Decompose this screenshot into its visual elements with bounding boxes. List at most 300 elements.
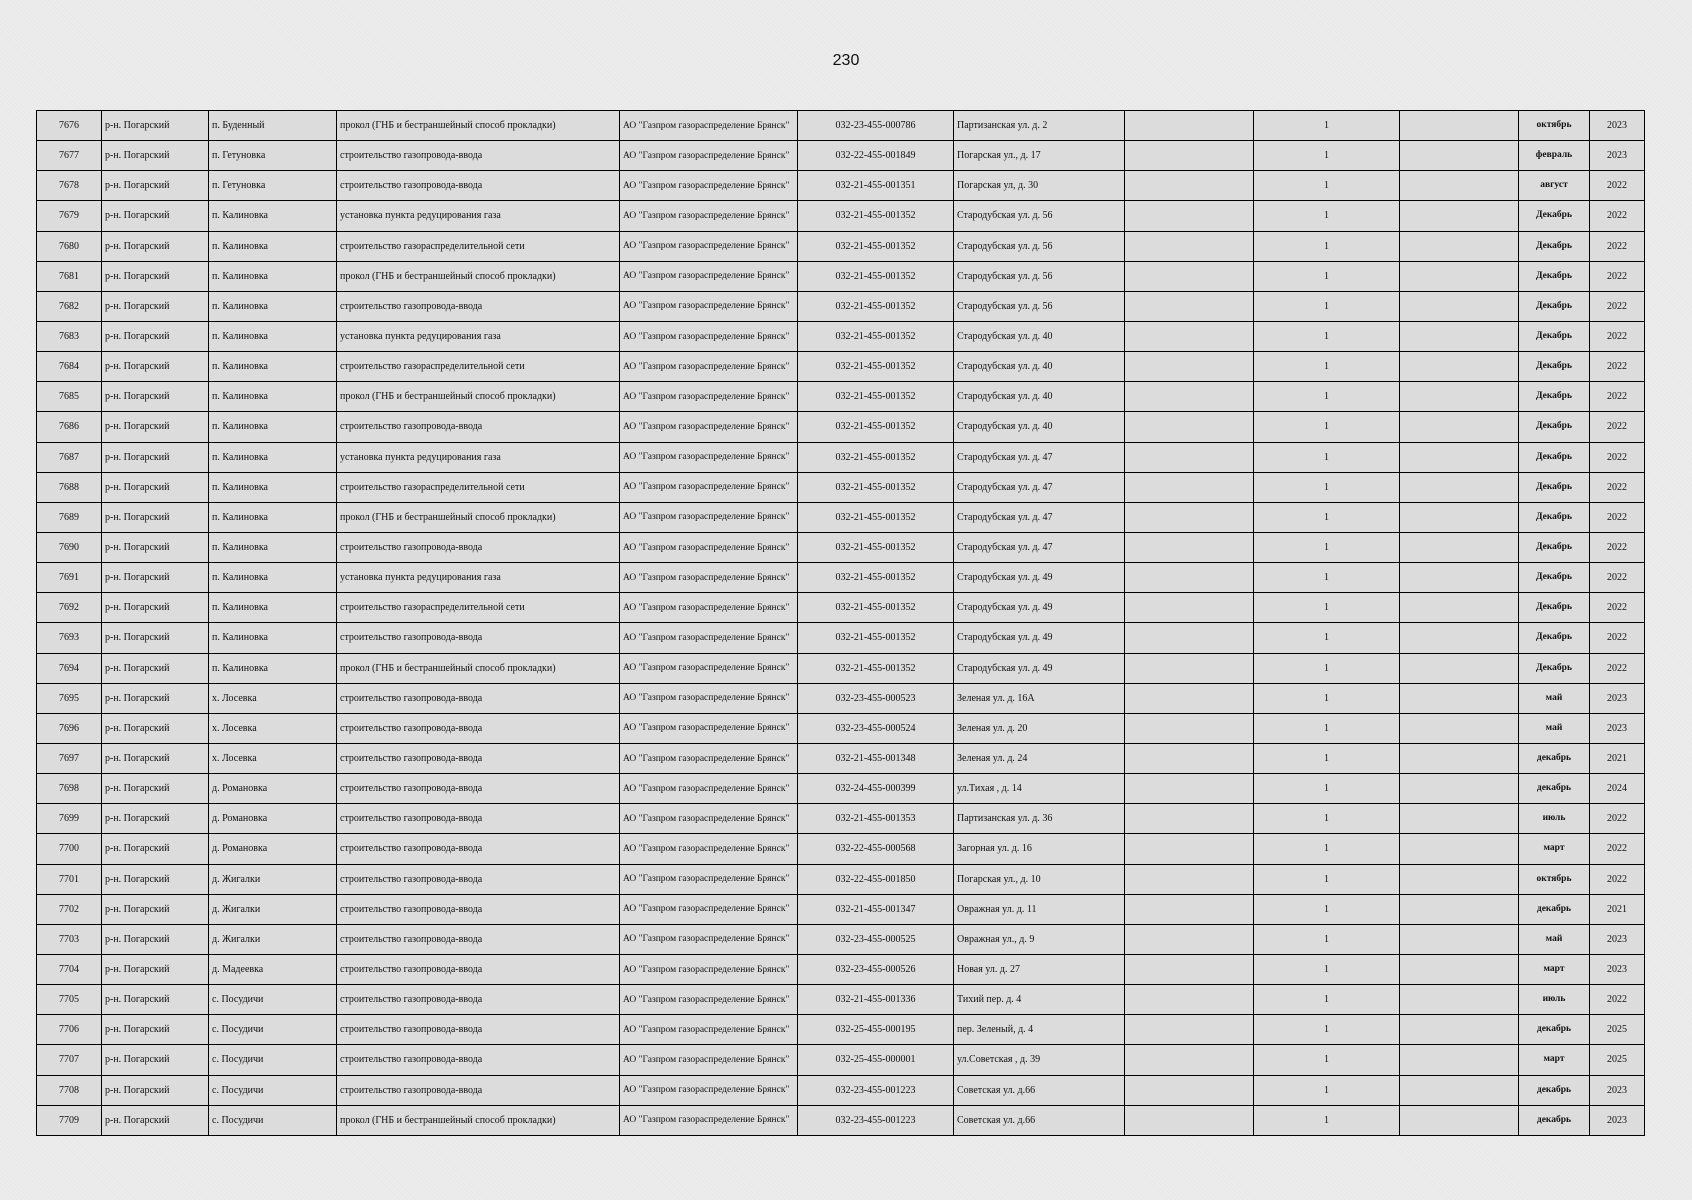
blank-cell: [1400, 623, 1519, 653]
blank-cell: [1400, 924, 1519, 954]
address-cell: Стародубская ул. д. 56: [954, 291, 1125, 321]
year-cell: 2025: [1590, 1015, 1645, 1045]
address-cell: Стародубская ул. д. 47: [954, 502, 1125, 532]
district-cell: р-н. Погарский: [102, 623, 209, 653]
row-number: 7682: [37, 291, 102, 321]
blank-cell: [1125, 442, 1254, 472]
month-cell: декабрь: [1519, 1015, 1590, 1045]
district-cell: р-н. Погарский: [102, 683, 209, 713]
locality-cell: п. Калиновка: [209, 502, 337, 532]
blank-cell: [1125, 563, 1254, 593]
blank-cell: [1400, 201, 1519, 231]
locality-cell: п. Калиновка: [209, 442, 337, 472]
month-cell: Декабрь: [1519, 291, 1590, 321]
quantity-cell: 1: [1254, 804, 1400, 834]
table-row: [37, 291, 1645, 321]
table-row: [37, 593, 1645, 623]
row-number: 7681: [37, 261, 102, 291]
month-cell: Декабрь: [1519, 352, 1590, 382]
locality-cell: п. Калиновка: [209, 563, 337, 593]
district-cell: р-н. Погарский: [102, 894, 209, 924]
work-type-cell: строительство газопровода-ввода: [337, 954, 620, 984]
operator-cell: АО "Газпром газораспределение Брянск": [620, 412, 798, 442]
district-cell: р-н. Погарский: [102, 502, 209, 532]
operator-cell: АО "Газпром газораспределение Брянск": [620, 472, 798, 502]
quantity-cell: 1: [1254, 713, 1400, 743]
operator-cell: АО "Газпром газораспределение Брянск": [620, 834, 798, 864]
address-cell: Партизанская ул. д. 36: [954, 804, 1125, 834]
locality-cell: п. Калиновка: [209, 201, 337, 231]
row-number: 7679: [37, 201, 102, 231]
work-type-cell: установка пункта редуцирования газа: [337, 563, 620, 593]
locality-cell: д. Романовка: [209, 834, 337, 864]
locality-cell: д. Романовка: [209, 804, 337, 834]
blank-cell: [1125, 894, 1254, 924]
district-cell: р-н. Погарский: [102, 171, 209, 201]
blank-cell: [1400, 141, 1519, 171]
month-cell: Декабрь: [1519, 593, 1590, 623]
row-number: 7697: [37, 743, 102, 773]
blank-cell: [1125, 321, 1254, 351]
district-cell: р-н. Погарский: [102, 1045, 209, 1075]
table-row: [37, 623, 1645, 653]
row-number: 7707: [37, 1045, 102, 1075]
month-cell: Декабрь: [1519, 412, 1590, 442]
work-type-cell: прокол (ГНБ и бестраншейный способ прокладки): [337, 502, 620, 532]
district-cell: р-н. Погарский: [102, 291, 209, 321]
blank-cell: [1125, 201, 1254, 231]
blank-cell: [1400, 321, 1519, 351]
address-cell: Зеленая ул. д. 20: [954, 713, 1125, 743]
month-cell: Декабрь: [1519, 563, 1590, 593]
table-row: [37, 864, 1645, 894]
object-code-cell: 032-21-455-001352: [798, 502, 954, 532]
district-cell: р-н. Погарский: [102, 532, 209, 562]
object-code-cell: 032-21-455-001347: [798, 894, 954, 924]
quantity-cell: 1: [1254, 111, 1400, 141]
locality-cell: х. Лосевка: [209, 683, 337, 713]
table-row: [37, 352, 1645, 382]
object-code-cell: 032-21-455-001352: [798, 231, 954, 261]
blank-cell: [1125, 261, 1254, 291]
table-row: [37, 804, 1645, 834]
object-code-cell: 032-21-455-001351: [798, 171, 954, 201]
locality-cell: п. Гетуновка: [209, 141, 337, 171]
row-number: 7709: [37, 1105, 102, 1135]
blank-cell: [1400, 291, 1519, 321]
work-type-cell: строительство газопровода-ввода: [337, 532, 620, 562]
blank-cell: [1400, 532, 1519, 562]
work-type-cell: прокол (ГНБ и бестраншейный способ прокладки): [337, 1105, 620, 1135]
work-type-cell: строительство газопровода-ввода: [337, 713, 620, 743]
month-cell: декабрь: [1519, 1075, 1590, 1105]
quantity-cell: 1: [1254, 623, 1400, 653]
row-number: 7690: [37, 532, 102, 562]
address-cell: пер. Зеленый, д. 4: [954, 1015, 1125, 1045]
district-cell: р-н. Погарский: [102, 563, 209, 593]
blank-cell: [1400, 834, 1519, 864]
operator-cell: АО "Газпром газораспределение Брянск": [620, 563, 798, 593]
work-type-cell: строительство газопровода-ввода: [337, 924, 620, 954]
blank-cell: [1125, 1045, 1254, 1075]
work-type-cell: строительство газопровода-ввода: [337, 864, 620, 894]
blank-cell: [1125, 171, 1254, 201]
quantity-cell: 1: [1254, 1015, 1400, 1045]
quantity-cell: 1: [1254, 954, 1400, 984]
month-cell: май: [1519, 713, 1590, 743]
month-cell: Декабрь: [1519, 201, 1590, 231]
work-type-cell: строительство газопровода-ввода: [337, 683, 620, 713]
operator-cell: АО "Газпром газораспределение Брянск": [620, 864, 798, 894]
operator-cell: АО "Газпром газораспределение Брянск": [620, 954, 798, 984]
object-code-cell: 032-21-455-001352: [798, 563, 954, 593]
table-row: [37, 743, 1645, 773]
locality-cell: п. Калиновка: [209, 291, 337, 321]
year-cell: 2022: [1590, 593, 1645, 623]
blank-cell: [1400, 382, 1519, 412]
quantity-cell: 1: [1254, 502, 1400, 532]
operator-cell: АО "Газпром газораспределение Брянск": [620, 683, 798, 713]
quantity-cell: 1: [1254, 201, 1400, 231]
object-code-cell: 032-21-455-001352: [798, 472, 954, 502]
year-cell: 2021: [1590, 743, 1645, 773]
blank-cell: [1125, 743, 1254, 773]
work-type-cell: прокол (ГНБ и бестраншейный способ прокладки): [337, 382, 620, 412]
district-cell: р-н. Погарский: [102, 1015, 209, 1045]
operator-cell: АО "Газпром газораспределение Брянск": [620, 653, 798, 683]
year-cell: 2023: [1590, 954, 1645, 984]
locality-cell: д. Романовка: [209, 774, 337, 804]
district-cell: р-н. Погарский: [102, 261, 209, 291]
month-cell: Декабрь: [1519, 472, 1590, 502]
quantity-cell: 1: [1254, 321, 1400, 351]
year-cell: 2022: [1590, 563, 1645, 593]
object-code-cell: 032-21-455-001352: [798, 352, 954, 382]
blank-cell: [1125, 412, 1254, 442]
month-cell: март: [1519, 954, 1590, 984]
row-number: 7689: [37, 502, 102, 532]
quantity-cell: 1: [1254, 774, 1400, 804]
object-code-cell: 032-21-455-001348: [798, 743, 954, 773]
work-type-cell: строительство газопровода-ввода: [337, 412, 620, 442]
table-row: [37, 1105, 1645, 1135]
object-code-cell: 032-23-455-001223: [798, 1105, 954, 1135]
address-cell: Советская ул. д.66: [954, 1075, 1125, 1105]
year-cell: 2022: [1590, 653, 1645, 683]
blank-cell: [1400, 804, 1519, 834]
blank-cell: [1125, 623, 1254, 653]
year-cell: 2022: [1590, 864, 1645, 894]
row-number: 7678: [37, 171, 102, 201]
object-code-cell: 032-21-455-001353: [798, 804, 954, 834]
locality-cell: д. Жигалки: [209, 894, 337, 924]
blank-cell: [1125, 472, 1254, 502]
work-type-cell: установка пункта редуцирования газа: [337, 201, 620, 231]
blank-cell: [1400, 261, 1519, 291]
address-cell: Стародубская ул. д. 56: [954, 231, 1125, 261]
district-cell: р-н. Погарский: [102, 593, 209, 623]
blank-cell: [1125, 774, 1254, 804]
year-cell: 2022: [1590, 321, 1645, 351]
blank-cell: [1125, 653, 1254, 683]
object-code-cell: 032-21-455-001352: [798, 623, 954, 653]
district-cell: р-н. Погарский: [102, 804, 209, 834]
month-cell: Декабрь: [1519, 231, 1590, 261]
row-number: 7705: [37, 985, 102, 1015]
work-type-cell: строительство газопровода-ввода: [337, 291, 620, 321]
year-cell: 2023: [1590, 713, 1645, 743]
blank-cell: [1400, 593, 1519, 623]
row-number: 7687: [37, 442, 102, 472]
year-cell: 2022: [1590, 171, 1645, 201]
blank-cell: [1125, 532, 1254, 562]
object-code-cell: 032-24-455-000399: [798, 774, 954, 804]
year-cell: 2022: [1590, 985, 1645, 1015]
quantity-cell: 1: [1254, 532, 1400, 562]
blank-cell: [1400, 954, 1519, 984]
row-number: 7693: [37, 623, 102, 653]
year-cell: 2023: [1590, 1075, 1645, 1105]
blank-cell: [1125, 713, 1254, 743]
operator-cell: АО "Газпром газораспределение Брянск": [620, 924, 798, 954]
locality-cell: п. Калиновка: [209, 532, 337, 562]
operator-cell: АО "Газпром газораспределение Брянск": [620, 985, 798, 1015]
object-code-cell: 032-21-455-001352: [798, 382, 954, 412]
table-row: [37, 985, 1645, 1015]
district-cell: р-н. Погарский: [102, 141, 209, 171]
address-cell: Стародубская ул. д. 40: [954, 321, 1125, 351]
month-cell: июль: [1519, 985, 1590, 1015]
operator-cell: АО "Газпром газораспределение Брянск": [620, 774, 798, 804]
operator-cell: АО "Газпром газораспределение Брянск": [620, 894, 798, 924]
work-type-cell: строительство газопровода-ввода: [337, 623, 620, 653]
work-type-cell: строительство газопровода-ввода: [337, 894, 620, 924]
row-number: 7691: [37, 563, 102, 593]
blank-cell: [1125, 1075, 1254, 1105]
blank-cell: [1400, 171, 1519, 201]
quantity-cell: 1: [1254, 442, 1400, 472]
operator-cell: АО "Газпром газораспределение Брянск": [620, 231, 798, 261]
year-cell: 2025: [1590, 1045, 1645, 1075]
work-type-cell: строительство газопровода-ввода: [337, 804, 620, 834]
blank-cell: [1125, 593, 1254, 623]
quantity-cell: 1: [1254, 834, 1400, 864]
work-type-cell: строительство газораспределительной сети: [337, 472, 620, 502]
address-cell: ул.Советская , д. 39: [954, 1045, 1125, 1075]
month-cell: Декабрь: [1519, 261, 1590, 291]
blank-cell: [1125, 683, 1254, 713]
address-cell: Загорная ул. д. 16: [954, 834, 1125, 864]
year-cell: 2023: [1590, 683, 1645, 713]
operator-cell: АО "Газпром газораспределение Брянск": [620, 713, 798, 743]
work-type-cell: строительство газопровода-ввода: [337, 743, 620, 773]
registry-table-body: [37, 111, 1645, 1136]
row-number: 7676: [37, 111, 102, 141]
address-cell: Советская ул. д.66: [954, 1105, 1125, 1135]
blank-cell: [1400, 472, 1519, 502]
quantity-cell: 1: [1254, 412, 1400, 442]
locality-cell: п. Калиновка: [209, 653, 337, 683]
quantity-cell: 1: [1254, 352, 1400, 382]
row-number: 7703: [37, 924, 102, 954]
district-cell: р-н. Погарский: [102, 713, 209, 743]
month-cell: Декабрь: [1519, 502, 1590, 532]
quantity-cell: 1: [1254, 894, 1400, 924]
table-row: [37, 532, 1645, 562]
district-cell: р-н. Погарский: [102, 774, 209, 804]
year-cell: 2023: [1590, 924, 1645, 954]
address-cell: Стародубская ул. д. 49: [954, 653, 1125, 683]
blank-cell: [1400, 985, 1519, 1015]
quantity-cell: 1: [1254, 261, 1400, 291]
table-row: [37, 321, 1645, 351]
address-cell: Стародубская ул. д. 40: [954, 352, 1125, 382]
row-number: 7683: [37, 321, 102, 351]
row-number: 7701: [37, 864, 102, 894]
quantity-cell: 1: [1254, 593, 1400, 623]
object-code-cell: 032-25-455-000195: [798, 1015, 954, 1045]
work-type-cell: прокол (ГНБ и бестраншейный способ прокладки): [337, 653, 620, 683]
operator-cell: АО "Газпром газораспределение Брянск": [620, 141, 798, 171]
operator-cell: АО "Газпром газораспределение Брянск": [620, 201, 798, 231]
blank-cell: [1125, 1105, 1254, 1135]
address-cell: Погарская ул., д. 17: [954, 141, 1125, 171]
quantity-cell: 1: [1254, 291, 1400, 321]
year-cell: 2022: [1590, 442, 1645, 472]
operator-cell: АО "Газпром газораспределение Брянск": [620, 623, 798, 653]
table-row: [37, 924, 1645, 954]
table-row: [37, 1015, 1645, 1045]
month-cell: октябрь: [1519, 111, 1590, 141]
blank-cell: [1125, 864, 1254, 894]
year-cell: 2023: [1590, 1105, 1645, 1135]
object-code-cell: 032-22-455-001849: [798, 141, 954, 171]
blank-cell: [1400, 231, 1519, 261]
work-type-cell: установка пункта редуцирования газа: [337, 321, 620, 351]
blank-cell: [1125, 1015, 1254, 1045]
month-cell: Декабрь: [1519, 382, 1590, 412]
blank-cell: [1125, 924, 1254, 954]
address-cell: Тихий пер. д. 4: [954, 985, 1125, 1015]
month-cell: март: [1519, 834, 1590, 864]
locality-cell: д. Мадеевка: [209, 954, 337, 984]
table-row: [37, 442, 1645, 472]
row-number: 7685: [37, 382, 102, 412]
address-cell: Овражная ул. д. 11: [954, 894, 1125, 924]
quantity-cell: 1: [1254, 472, 1400, 502]
month-cell: май: [1519, 924, 1590, 954]
table-row: [37, 472, 1645, 502]
year-cell: 2022: [1590, 201, 1645, 231]
address-cell: Стародубская ул. д. 49: [954, 623, 1125, 653]
table-row: [37, 171, 1645, 201]
operator-cell: АО "Газпром газораспределение Брянск": [620, 291, 798, 321]
operator-cell: АО "Газпром газораспределение Брянск": [620, 1045, 798, 1075]
address-cell: Стародубская ул. д. 47: [954, 472, 1125, 502]
district-cell: р-н. Погарский: [102, 412, 209, 442]
table-row: [37, 834, 1645, 864]
address-cell: Стародубская ул. д. 49: [954, 563, 1125, 593]
district-cell: р-н. Погарский: [102, 834, 209, 864]
operator-cell: АО "Газпром газораспределение Брянск": [620, 593, 798, 623]
district-cell: р-н. Погарский: [102, 954, 209, 984]
blank-cell: [1400, 352, 1519, 382]
work-type-cell: установка пункта редуцирования газа: [337, 442, 620, 472]
blank-cell: [1400, 502, 1519, 532]
district-cell: р-н. Погарский: [102, 985, 209, 1015]
address-cell: Зеленая ул. д. 16А: [954, 683, 1125, 713]
address-cell: Стародубская ул. д. 56: [954, 261, 1125, 291]
locality-cell: с. Посудичи: [209, 1105, 337, 1135]
work-type-cell: прокол (ГНБ и бестраншейный способ прокладки): [337, 111, 620, 141]
address-cell: Стародубская ул. д. 47: [954, 532, 1125, 562]
table-row: [37, 894, 1645, 924]
locality-cell: п. Калиновка: [209, 382, 337, 412]
blank-cell: [1400, 894, 1519, 924]
blank-cell: [1400, 1105, 1519, 1135]
blank-cell: [1125, 352, 1254, 382]
work-type-cell: строительство газораспределительной сети: [337, 593, 620, 623]
month-cell: май: [1519, 683, 1590, 713]
blank-cell: [1125, 141, 1254, 171]
month-cell: октябрь: [1519, 864, 1590, 894]
locality-cell: д. Жигалки: [209, 924, 337, 954]
blank-cell: [1400, 563, 1519, 593]
address-cell: Новая ул. д. 27: [954, 954, 1125, 984]
month-cell: Декабрь: [1519, 532, 1590, 562]
locality-cell: х. Лосевка: [209, 743, 337, 773]
month-cell: декабрь: [1519, 743, 1590, 773]
operator-cell: АО "Газпром газораспределение Брянск": [620, 532, 798, 562]
operator-cell: АО "Газпром газораспределение Брянск": [620, 261, 798, 291]
quantity-cell: 1: [1254, 171, 1400, 201]
district-cell: р-н. Погарский: [102, 653, 209, 683]
quantity-cell: 1: [1254, 563, 1400, 593]
blank-cell: [1125, 502, 1254, 532]
table-row: [37, 1045, 1645, 1075]
table-row: [37, 502, 1645, 532]
row-number: 7706: [37, 1015, 102, 1045]
table-row: [37, 653, 1645, 683]
operator-cell: АО "Газпром газораспределение Брянск": [620, 111, 798, 141]
operator-cell: АО "Газпром газораспределение Брянск": [620, 171, 798, 201]
object-code-cell: 032-21-455-001352: [798, 532, 954, 562]
blank-cell: [1400, 774, 1519, 804]
locality-cell: х. Лосевка: [209, 713, 337, 743]
object-code-cell: 032-23-455-000523: [798, 683, 954, 713]
year-cell: 2024: [1590, 774, 1645, 804]
work-type-cell: строительство газопровода-ввода: [337, 141, 620, 171]
blank-cell: [1400, 442, 1519, 472]
registry-table: [36, 110, 1645, 1136]
work-type-cell: строительство газопровода-ввода: [337, 1075, 620, 1105]
blank-cell: [1125, 231, 1254, 261]
row-number: 7695: [37, 683, 102, 713]
district-cell: р-н. Погарский: [102, 864, 209, 894]
object-code-cell: 032-23-455-000524: [798, 713, 954, 743]
quantity-cell: 1: [1254, 382, 1400, 412]
table-row: [37, 201, 1645, 231]
object-code-cell: 032-23-455-000786: [798, 111, 954, 141]
locality-cell: с. Посудичи: [209, 1045, 337, 1075]
district-cell: р-н. Погарский: [102, 201, 209, 231]
object-code-cell: 032-23-455-000525: [798, 924, 954, 954]
month-cell: июль: [1519, 804, 1590, 834]
locality-cell: п. Калиновка: [209, 593, 337, 623]
operator-cell: АО "Газпром газораспределение Брянск": [620, 1015, 798, 1045]
object-code-cell: 032-21-455-001352: [798, 291, 954, 321]
object-code-cell: 032-22-455-001850: [798, 864, 954, 894]
